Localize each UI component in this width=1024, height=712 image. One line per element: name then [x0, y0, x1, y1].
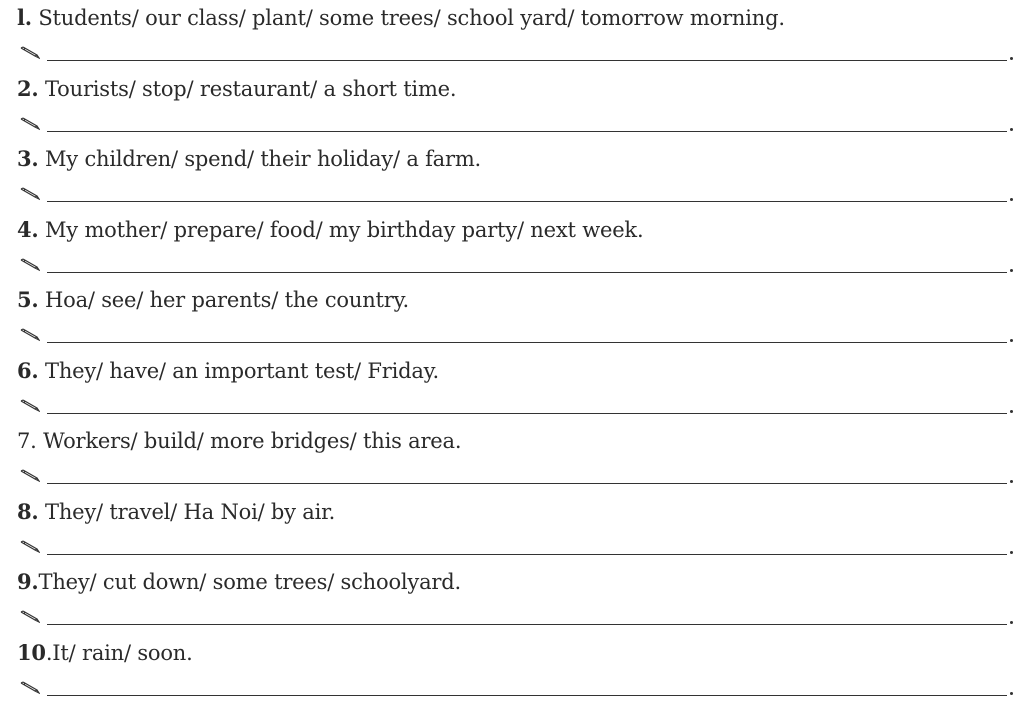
line-end-dot — [1010, 269, 1013, 272]
item-prompt — [17, 4, 785, 32]
item-number: 8. — [17, 499, 39, 524]
answer-line[interactable] — [47, 60, 1007, 61]
item-text: They/ have/ an important test/ Friday. — [38, 359, 440, 383]
line-end-dot — [1010, 198, 1013, 201]
item-prompt — [17, 357, 439, 385]
item-prompt — [17, 145, 481, 173]
exercise-item-7 — [0, 423, 1024, 493]
pencil-icon — [20, 681, 40, 695]
exercise-item-6 — [0, 353, 1024, 423]
line-end-dot — [1010, 692, 1013, 695]
item-number: 2. — [17, 76, 39, 101]
exercise-item-1 — [0, 0, 1024, 70]
answer-line[interactable] — [47, 554, 1007, 555]
item-prompt — [17, 427, 461, 455]
answer-line[interactable] — [47, 342, 1007, 343]
pencil-icon — [20, 187, 40, 201]
line-end-dot — [1010, 621, 1013, 624]
line-end-dot — [1010, 339, 1013, 342]
item-number: 7. — [17, 429, 37, 453]
exercise-item-5 — [0, 282, 1024, 352]
exercise-item-3 — [0, 141, 1024, 211]
item-prompt — [17, 75, 456, 103]
answer-line[interactable] — [47, 131, 1007, 132]
line-end-dot — [1010, 480, 1013, 483]
item-prompt — [17, 639, 193, 667]
pencil-icon — [20, 46, 40, 60]
pencil-icon — [20, 399, 40, 413]
item-text: They/ travel/ Ha Noi/ by air. — [38, 500, 336, 524]
item-number: 3. — [17, 146, 39, 171]
item-number: 4. — [17, 217, 39, 242]
item-text: My mother/ prepare/ food/ my birthday party/ next week. — [38, 218, 644, 242]
answer-line[interactable] — [47, 483, 1007, 484]
exercise-item-9 — [0, 564, 1024, 634]
answer-line[interactable] — [47, 413, 1007, 414]
answer-line[interactable] — [47, 272, 1007, 273]
item-text: Tourists/ stop/ restaurant/ a short time. — [38, 77, 457, 101]
exercise-item-8 — [0, 494, 1024, 564]
item-prompt — [17, 498, 335, 526]
answer-line[interactable] — [47, 695, 1007, 696]
item-number: 5. — [17, 287, 39, 312]
item-prompt — [17, 286, 409, 314]
exercise-item-10 — [0, 635, 1024, 705]
item-text: Workers/ build/ more bridges/ this area. — [36, 429, 462, 453]
pencil-icon — [20, 117, 40, 131]
answer-line[interactable] — [47, 201, 1007, 202]
item-number: 9. — [17, 569, 39, 594]
exercise-item-2 — [0, 71, 1024, 141]
item-text: .It/ rain/ soon. — [45, 641, 193, 665]
item-text: My children/ spend/ their holiday/ a farm. — [38, 147, 482, 171]
pencil-icon — [20, 610, 40, 624]
item-number: l. — [17, 5, 32, 30]
item-prompt — [17, 216, 643, 244]
item-text: They/ cut down/ some trees/ schoolyard. — [38, 570, 461, 594]
line-end-dot — [1010, 128, 1013, 131]
pencil-icon — [20, 328, 40, 342]
answer-line[interactable] — [47, 624, 1007, 625]
pencil-icon — [20, 469, 40, 483]
line-end-dot — [1010, 551, 1013, 554]
item-text: Students/ our class/ plant/ some trees/ school yard/ tomorrow morning. — [31, 6, 785, 30]
pencil-icon — [20, 540, 40, 554]
item-number: 6. — [17, 358, 39, 383]
item-number: 10 — [17, 640, 46, 665]
exercise-item-4 — [0, 212, 1024, 282]
line-end-dot — [1010, 410, 1013, 413]
line-end-dot — [1010, 57, 1013, 60]
item-prompt — [17, 568, 461, 596]
item-text: Hoa/ see/ her parents/ the country. — [38, 288, 409, 312]
pencil-icon — [20, 258, 40, 272]
